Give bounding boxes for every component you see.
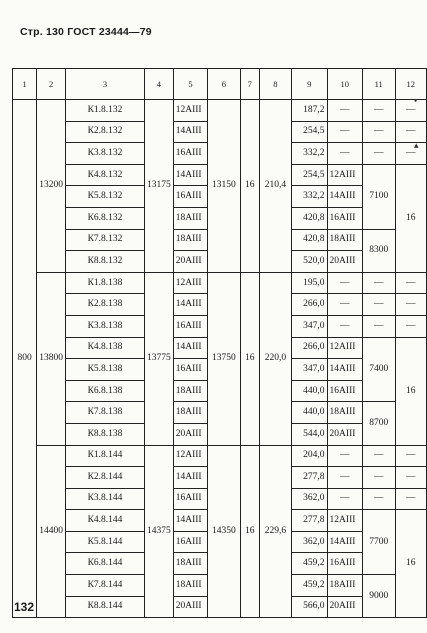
col10-cell: 14АIII <box>327 186 362 208</box>
rebar-cell: 18АIII <box>173 207 207 229</box>
rebar-cell: 18АIII <box>173 229 207 251</box>
rebar-cell: 16АIII <box>173 488 207 510</box>
col10-cell: — <box>327 315 362 337</box>
rebar-cell: 18АIII <box>173 575 207 597</box>
column-header: 6 <box>208 69 240 100</box>
col10-cell: 16АIII <box>327 553 362 575</box>
mark-cell: К8.8.138 <box>65 423 144 445</box>
col8-cell: 229,6 <box>259 445 291 618</box>
value-cell: 420,8 <box>291 207 327 229</box>
col10-cell: 16АIII <box>327 207 362 229</box>
col12-cell: — <box>395 121 426 143</box>
rebar-cell: 18АIII <box>173 553 207 575</box>
mark-cell: К6.8.132 <box>65 207 144 229</box>
col10-cell: — <box>327 272 362 294</box>
col11-cell: — <box>362 445 395 467</box>
value-cell: 332,2 <box>291 143 327 165</box>
rebar-cell: 12АIII <box>173 272 207 294</box>
page-header: Стр. 130 ГОСТ 23444—79 <box>20 26 152 38</box>
col2-cell: 13200 <box>37 100 66 273</box>
mark-cell: К3.8.138 <box>65 315 144 337</box>
column-header: 12 <box>395 69 426 100</box>
rebar-cell: 14АIII <box>173 510 207 532</box>
column-header: 5 <box>173 69 207 100</box>
col11-cell: 8300 <box>362 229 395 272</box>
mark-cell: К3.8.144 <box>65 488 144 510</box>
column-header: 1 <box>13 69 37 100</box>
rebar-cell: 16АIII <box>173 531 207 553</box>
col10-cell: 12АIII <box>327 164 362 186</box>
rebar-cell: 18АIII <box>173 380 207 402</box>
col11-cell: — <box>362 143 395 165</box>
value-cell: 332,2 <box>291 186 327 208</box>
col6-cell: 13150 <box>208 100 240 273</box>
value-cell: 440,0 <box>291 402 327 424</box>
col12-cell: — <box>395 100 426 122</box>
col11-cell: 8700 <box>362 402 395 445</box>
value-cell: 266,0 <box>291 294 327 316</box>
value-cell: 440,0 <box>291 380 327 402</box>
col11-cell: 7400 <box>362 337 395 402</box>
col11-cell: — <box>362 272 395 294</box>
col10-cell: 20АIII <box>327 596 362 618</box>
rebar-cell: 16АIII <box>173 186 207 208</box>
value-cell: 420,8 <box>291 229 327 251</box>
col7-cell: 16 <box>240 445 259 618</box>
value-cell: 459,2 <box>291 553 327 575</box>
mark-cell: К4.8.138 <box>65 337 144 359</box>
col11-cell: — <box>362 488 395 510</box>
col10-cell: — <box>327 445 362 467</box>
table-row <box>13 100 427 122</box>
value-cell: 266,0 <box>291 337 327 359</box>
col8-cell: 220,0 <box>259 272 291 445</box>
rebar-cell: 18АIII <box>173 402 207 424</box>
column-header: 8 <box>259 69 291 100</box>
col10-cell: 20АIII <box>327 251 362 273</box>
col10-cell: — <box>327 143 362 165</box>
column-header: 3 <box>65 69 144 100</box>
value-cell: 277,8 <box>291 467 327 489</box>
col10-cell: — <box>327 121 362 143</box>
col4-cell: 13775 <box>144 272 173 445</box>
col11-cell: 7700 <box>362 510 395 575</box>
mark-cell: К7.8.132 <box>65 229 144 251</box>
col11-cell: — <box>362 294 395 316</box>
value-cell: 544,0 <box>291 423 327 445</box>
mark-cell: К5.8.144 <box>65 531 144 553</box>
col10-cell: 18АIII <box>327 402 362 424</box>
rebar-cell: 16АIII <box>173 359 207 381</box>
rebar-cell: 14АIII <box>173 121 207 143</box>
col12-cell: 16 <box>395 510 426 618</box>
mark-cell: К5.8.138 <box>65 359 144 381</box>
column-header: 2 <box>37 69 66 100</box>
table-row <box>13 445 427 467</box>
col11-cell: — <box>362 315 395 337</box>
rebar-cell: 14АIII <box>173 294 207 316</box>
rebar-cell: 12АIII <box>173 100 207 122</box>
col10-cell: — <box>327 467 362 489</box>
col7-cell: 16 <box>240 100 259 273</box>
mark-cell: К2.8.138 <box>65 294 144 316</box>
mark-cell: К7.8.144 <box>65 575 144 597</box>
mark-cell: К7.8.138 <box>65 402 144 424</box>
col4-cell: 14375 <box>144 445 173 618</box>
mark-cell: К6.8.138 <box>65 380 144 402</box>
col11-cell: — <box>362 100 395 122</box>
col12-cell: — <box>395 143 426 165</box>
value-cell: 459,2 <box>291 575 327 597</box>
col10-cell: — <box>327 100 362 122</box>
rebar-cell: 20АIII <box>173 423 207 445</box>
mark-cell: К1.8.138 <box>65 272 144 294</box>
spec-table <box>12 68 427 618</box>
col4-cell: 13175 <box>144 100 173 273</box>
col10-cell: — <box>327 488 362 510</box>
value-cell: 347,0 <box>291 315 327 337</box>
col10-cell: 16АIII <box>327 380 362 402</box>
value-cell: 362,0 <box>291 488 327 510</box>
page-number: 132 <box>14 600 35 614</box>
col8-cell: 210,4 <box>259 100 291 273</box>
value-cell: 520,0 <box>291 251 327 273</box>
mark-cell: К2.8.132 <box>65 121 144 143</box>
col12-cell: — <box>395 272 426 294</box>
mark-cell: К1.8.144 <box>65 445 144 467</box>
value-cell: 204,0 <box>291 445 327 467</box>
col1-cell: 800 <box>13 100 37 618</box>
col10-cell: 18АIII <box>327 575 362 597</box>
col2-cell: 13800 <box>37 272 66 445</box>
mark-cell: К4.8.144 <box>65 510 144 532</box>
col10-cell: 14АIII <box>327 531 362 553</box>
col12-cell: 16 <box>395 337 426 445</box>
col11-cell: — <box>362 467 395 489</box>
margin-mark: • <box>414 96 418 106</box>
rebar-cell: 20АIII <box>173 251 207 273</box>
value-cell: 277,8 <box>291 510 327 532</box>
col6-cell: 14350 <box>208 445 240 618</box>
col12-cell: 16 <box>395 164 426 272</box>
column-header: 7 <box>240 69 259 100</box>
mark-cell: К1.8.132 <box>65 100 144 122</box>
value-cell: 195,0 <box>291 272 327 294</box>
table-row <box>13 272 427 294</box>
col11-cell: 9000 <box>362 575 395 618</box>
col12-cell: — <box>395 488 426 510</box>
mark-cell: К8.8.144 <box>65 596 144 618</box>
value-cell: 254,5 <box>291 164 327 186</box>
col10-cell: 14АIII <box>327 359 362 381</box>
col12-cell: — <box>395 315 426 337</box>
spec-table-container <box>12 68 427 618</box>
mark-cell: К2.8.144 <box>65 467 144 489</box>
rebar-cell: 20АIII <box>173 596 207 618</box>
rebar-cell: 14АIII <box>173 337 207 359</box>
value-cell: 362,0 <box>291 531 327 553</box>
value-cell: 254,5 <box>291 121 327 143</box>
rebar-cell: 14АIII <box>173 467 207 489</box>
mark-cell: К3.8.132 <box>65 143 144 165</box>
column-header: 10 <box>327 69 362 100</box>
rebar-cell: 16АIII <box>173 315 207 337</box>
col12-cell: — <box>395 467 426 489</box>
col11-cell: 7100 <box>362 164 395 229</box>
column-header: 9 <box>291 69 327 100</box>
col10-cell: 12АIII <box>327 337 362 359</box>
col10-cell: 12АIII <box>327 510 362 532</box>
col10-cell: — <box>327 294 362 316</box>
margin-mark: ▴ <box>414 140 419 150</box>
col7-cell: 16 <box>240 272 259 445</box>
col10-cell: 20АIII <box>327 423 362 445</box>
header-row <box>13 69 427 100</box>
col6-cell: 13750 <box>208 272 240 445</box>
mark-cell: К5.8.132 <box>65 186 144 208</box>
col12-cell: — <box>395 294 426 316</box>
column-header: 4 <box>144 69 173 100</box>
rebar-cell: 16АIII <box>173 143 207 165</box>
col12-cell: — <box>395 445 426 467</box>
value-cell: 347,0 <box>291 359 327 381</box>
mark-cell: К4.8.132 <box>65 164 144 186</box>
rebar-cell: 14АIII <box>173 164 207 186</box>
mark-cell: К8.8.132 <box>65 251 144 273</box>
rebar-cell: 12АIII <box>173 445 207 467</box>
col10-cell: 18АIII <box>327 229 362 251</box>
mark-cell: К6.8.144 <box>65 553 144 575</box>
column-header: 11 <box>362 69 395 100</box>
col2-cell: 14400 <box>37 445 66 618</box>
col11-cell: — <box>362 121 395 143</box>
value-cell: 566,0 <box>291 596 327 618</box>
value-cell: 187,2 <box>291 100 327 122</box>
